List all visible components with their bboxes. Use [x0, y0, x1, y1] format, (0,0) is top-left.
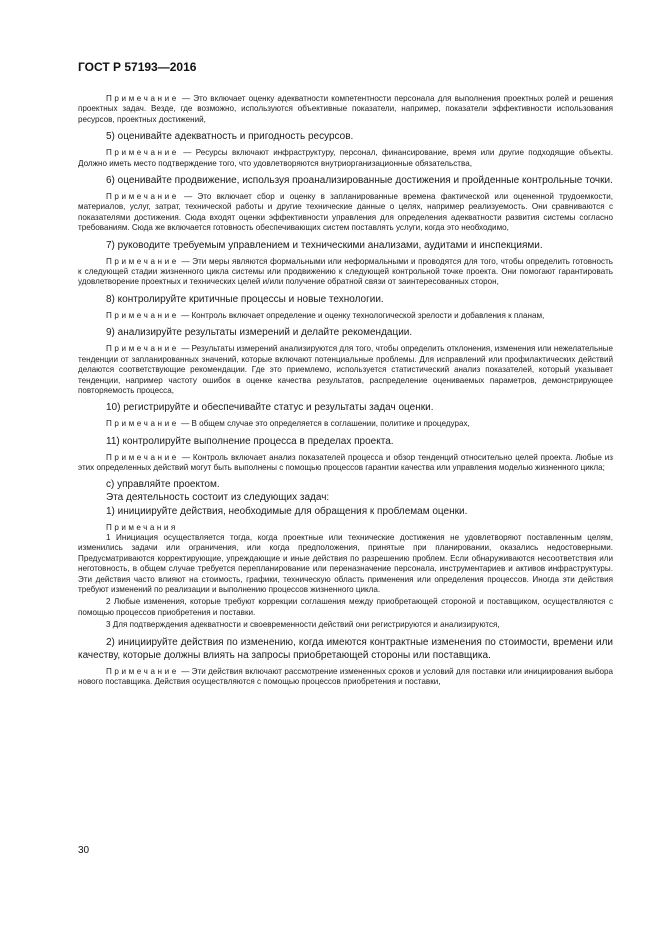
task-c1: 1) инициируйте действия, необходимые для обращения к проблемам оценки. [106, 505, 468, 517]
note-progress [78, 192, 613, 234]
task-9: 9) анализируйте результаты измерений и делайте рекомендации. [106, 327, 413, 339]
note-text: — Это включает сбор и оценку в запланированные времена фактической или оцененной трудоемкости, материалов, услуг, затрат, технической работы и другие технические данные о целях, например реализуемость. Они сравниваются с показателями достижения. Сюда входят оценки эффективности управления для определения адекватности развития системы согласно требованиям. Сюда же включается готовность обеспечивающих систем поставлять услуги, когда это необходимо, [78, 192, 613, 233]
note-text: — Эти действия включают рассмотрение измененных сроков и условий для поставки или инициирования выбора нового поставщика. Действия осуществляются с помощью процессов приобретения и поставки, [78, 666, 613, 686]
note-text: — Это включает оценку адекватности компетентности персонала для выполнения проектных ролей и решения проектных задач. Везде, где возможно, используются объективные показатели, например, показатели эффективности использования ресурсов, проектных достижений, [78, 94, 614, 124]
task-5: 5) оценивайте адекватность и пригодность ресурсов. [106, 131, 354, 143]
page-content [78, 94, 613, 692]
note-label: Примечание [106, 192, 179, 202]
note-label: Примечание [106, 452, 179, 462]
note-1-initiation: 1 Инициация осуществляется тогда, когда проектные или технические достижения не удовлетворяют поставленным целям, изменились задачи или ограничения, или когда предположения, принятые при планировании, оказались недостоверными. Предусматриваются корректирующие, упреждающие и иные действия по разрешению проблем. Если обнаруживаются несоответствия или неготовность, в общем случае требуется перепланирование или переназначение персонала, инструментариев и активов инфраструктуры. Эти действия часто влияют на стоимость, графики, техническую область применения или определения процессов. Иногда эти действия требуют изменений по реализации и выполнению процессов жизненного цикла. [78, 532, 613, 594]
note-label: Примечание [106, 344, 179, 354]
note-text: — Ресурсы включают инфраструктуру, персонал, финансирование, время или другие подходящие объекты. Должно иметь место подтверждение того, что удовлетворяются внутриорганизационные обязательства, [78, 148, 613, 168]
note-label: Примечание [106, 256, 179, 266]
note-label: Примечание [106, 148, 179, 158]
note-label: Примечание [106, 310, 179, 320]
task-8: 8) контролируйте критичные процессы и новые технологии. [106, 293, 384, 305]
task-11: 11) контролируйте выполнение процесса в пределах проекта. [106, 435, 394, 447]
note-text: — Контроль включает анализ показателей процесса и обзор тенденций относительно целей проекта. Любые из этих определенных действий могут быть выполнены с помощью процессов гарантии качества или управления моделью жизненного цикла; [78, 452, 614, 473]
standard-header: ГОСТ Р 57193—2016 [78, 60, 197, 74]
note-2-changes: 2 Любые изменения, которые требуют коррекции соглашения между приобретающей стороной и поставщиком, осуществляются с помощью процессов приобретения и поставки. [78, 597, 613, 617]
note-label: Примечание [106, 419, 179, 429]
note-resources [78, 148, 613, 169]
note-measurements [78, 344, 613, 396]
activity-c-intro: Эта деятельность состоит из следующих задач: [106, 491, 330, 503]
note-3-registration: 3 Для подтверждения адекватности и своевременности действий они регистрируются и анализируются, [106, 620, 500, 630]
note-technologies [78, 311, 613, 321]
note-process-control [78, 453, 613, 474]
note-text: — Эти меры являются формальными или неформальными и проводятся для того, чтобы определить готовность к следующей стадии жизненного цикла системы или продвижению к следующей контрольной точке проекта. Они помогают гарантировать удовлетворение проектных и технических целей и/или получение обратной связи от заинтересованных сторон, [78, 256, 614, 287]
note-text: — В общем случае это определяется в соглашении, политике и процедурах, [181, 419, 470, 429]
task-10: 10) регистрируйте и обеспечивайте статус и результаты задач оценки. [106, 402, 434, 414]
activity-c: c) управляйте проектом. [106, 478, 220, 490]
notes-label: Примечания [106, 522, 178, 532]
note-status [78, 419, 613, 429]
note-competence [78, 94, 613, 125]
note-contract-changes [78, 667, 613, 688]
task-c2: 2) инициируйте действия по изменению, когда имеются контрактные изменения по стоимости, времени или качеству, которые должны влиять на запросы приобретающей стороны или поставщика. [78, 636, 613, 661]
note-reviews [78, 257, 613, 288]
page-number: 30 [78, 845, 90, 856]
note-label: Примечание [106, 666, 179, 676]
task-6: 6) оценивайте продвижение, используя проанализированные достижения и пройденные контрольные точки. [106, 175, 613, 187]
note-text: — Результаты измерений анализируются для того, чтобы определить отклонения, изменения или нежелательные тенденции от запланированных значений, которые включают потенциальные проблемы. Для исправлений или профилактических действий делаются соответствующие рекомендации. Где это приемлемо, используется статистический анализ показателей, который указывает тенденции, например частоту ошибок в оценке качества результатов, распределение оцениваемых параметров, демонстрирующее повторяемость процесса, [78, 344, 614, 395]
note-text: — Контроль включает определение и оценку технологической зрелости и добавления к планам, [181, 310, 545, 320]
note-label: Примечание [106, 94, 179, 103]
task-7: 7) руководите требуемым управлением и техническими анализами, аудитами и инспекциями. [106, 239, 543, 251]
